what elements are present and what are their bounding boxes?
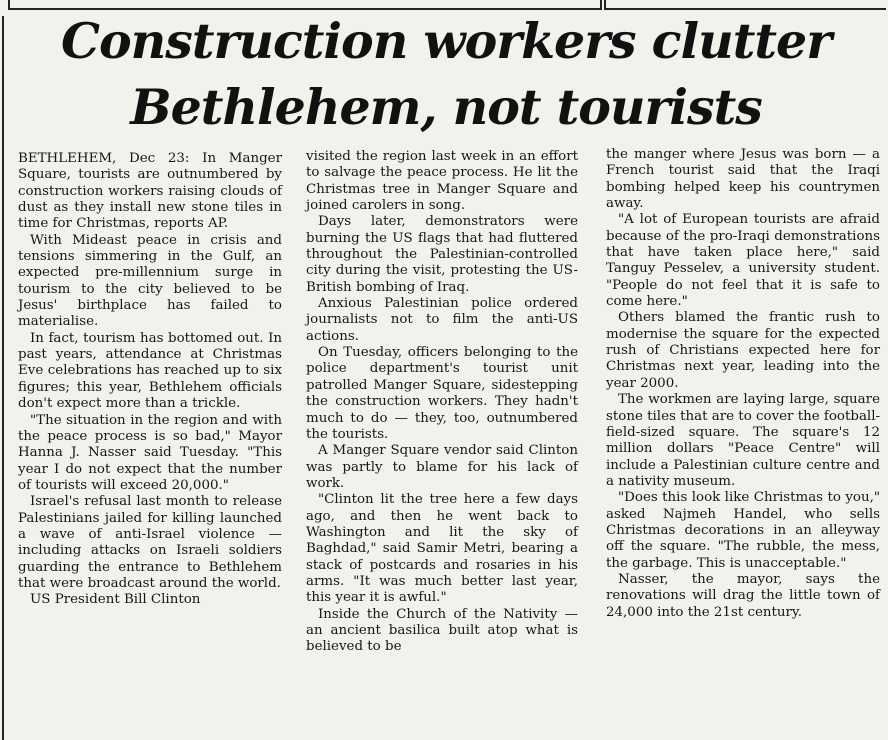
paragraph: "A lot of European tourists are afraid because of the pro-Iraqi demonstrations that have taken place here," said Tanguy Pesselev, a university student. "People do not feel that it is safe to come here.": [606, 212, 880, 310]
paragraph: Israel's refusal last month to release Palestinians jailed for killing launched a wave of anti-Israel violence — including attacks on Israeli soldiers guarding the entrance to Bethlehem that were broadcast around the world.: [18, 494, 282, 591]
paragraph: Inside the Church of the Nativity — an ancient basilica built atop what is believed to be: [306, 606, 578, 655]
paragraph: The workmen are laying large, square stone tiles that are to cover the football-field-sized square. The square's 12 million dollars "Peace Centre" will include a Palestinian culture centre and a nativity museum.: [606, 392, 881, 489]
headline-line-1: Construction workers clutter: [60, 12, 832, 70]
paragraph: the manger where Jesus was born — a French tourist said that the Iraqi bombing helped keep his countrymen away.: [606, 147, 880, 212]
article-column-2: [306, 149, 578, 656]
paragraph: On Tuesday, officers belonging to the police department's tourist unit patrolled Manger Square, sidestepping the construction workers. They hadn't much to do — they, too, outnumbered the tourists.: [306, 345, 578, 442]
paragraph: "Does this look like Christmas to you," asked Najmeh Handel, who sells Christmas decorations in an alleyway off the square. "The rubble, the mess, the garbage. This is unacceptable.": [606, 490, 880, 571]
paragraph: "Clinton lit the tree here a few days ago, and then he went back to Washington and lit the sky of Baghdad," said Samir Metri, bearing a stack of postcards and rosaries in his arms. "It was much better last year, this year it is awful.": [306, 492, 578, 606]
headline: [8, 8, 884, 140]
paragraph: US President Bill Clinton: [30, 592, 201, 608]
article-column-1: [18, 151, 282, 609]
paragraph: Anxious Palestinian police ordered journalists not to film the anti-US actions.: [306, 296, 578, 344]
paragraph: Nasser, the mayor, says the renovations will drag the little town of 24,000 into the 21st century.: [606, 571, 880, 620]
paragraph: Days later, demonstrators were burning the US flags that had fluttered throughout the Palestinian-controlled city during the visit, protesting the US-British bombing of Iraq.: [306, 214, 578, 295]
headline-line-2: Bethlehem, not tourists: [130, 78, 762, 136]
paragraph: In fact, tourism has bottomed out. In past years, attendance at Christmas Eve celebrations has reached up to six figures; this year, Bethlehem officials don't expect more than a trickle.: [18, 330, 282, 412]
paragraph: A Manger Square vendor said Clinton was partly to blame for his lack of work.: [306, 443, 578, 491]
paragraph: With Mideast peace in crisis and tensions simmering in the Gulf, an expected pre-millennium surge in tourism to the city believed to be Jesus' birthplace has failed to materialise.: [18, 232, 282, 330]
paragraph: BETHLEHEM, Dec 23: In Manger Square, tourists are outnumbered by construction workers raising clouds of dust as they install new stone tiles in time for Christmas, reports AP.: [18, 151, 282, 232]
paragraph: visited the region last week in an effort to salvage the peace process. He lit the Christmas tree in Manger Square and joined carolers in song.: [306, 149, 578, 214]
paragraph: Others blamed the frantic rush to modernise the square for the expected rush of Christians expected here for Christmas next year, leading into the year 2000.: [606, 310, 880, 391]
article-column-3: [606, 147, 880, 621]
left-frame-rule: [2, 16, 4, 740]
paragraph: "The situation in the region and with the peace process is so bad," Mayor Hanna J. Nasser said Tuesday. "This year I do not expect that the number of tourists will exceed 20,000.": [18, 412, 282, 493]
